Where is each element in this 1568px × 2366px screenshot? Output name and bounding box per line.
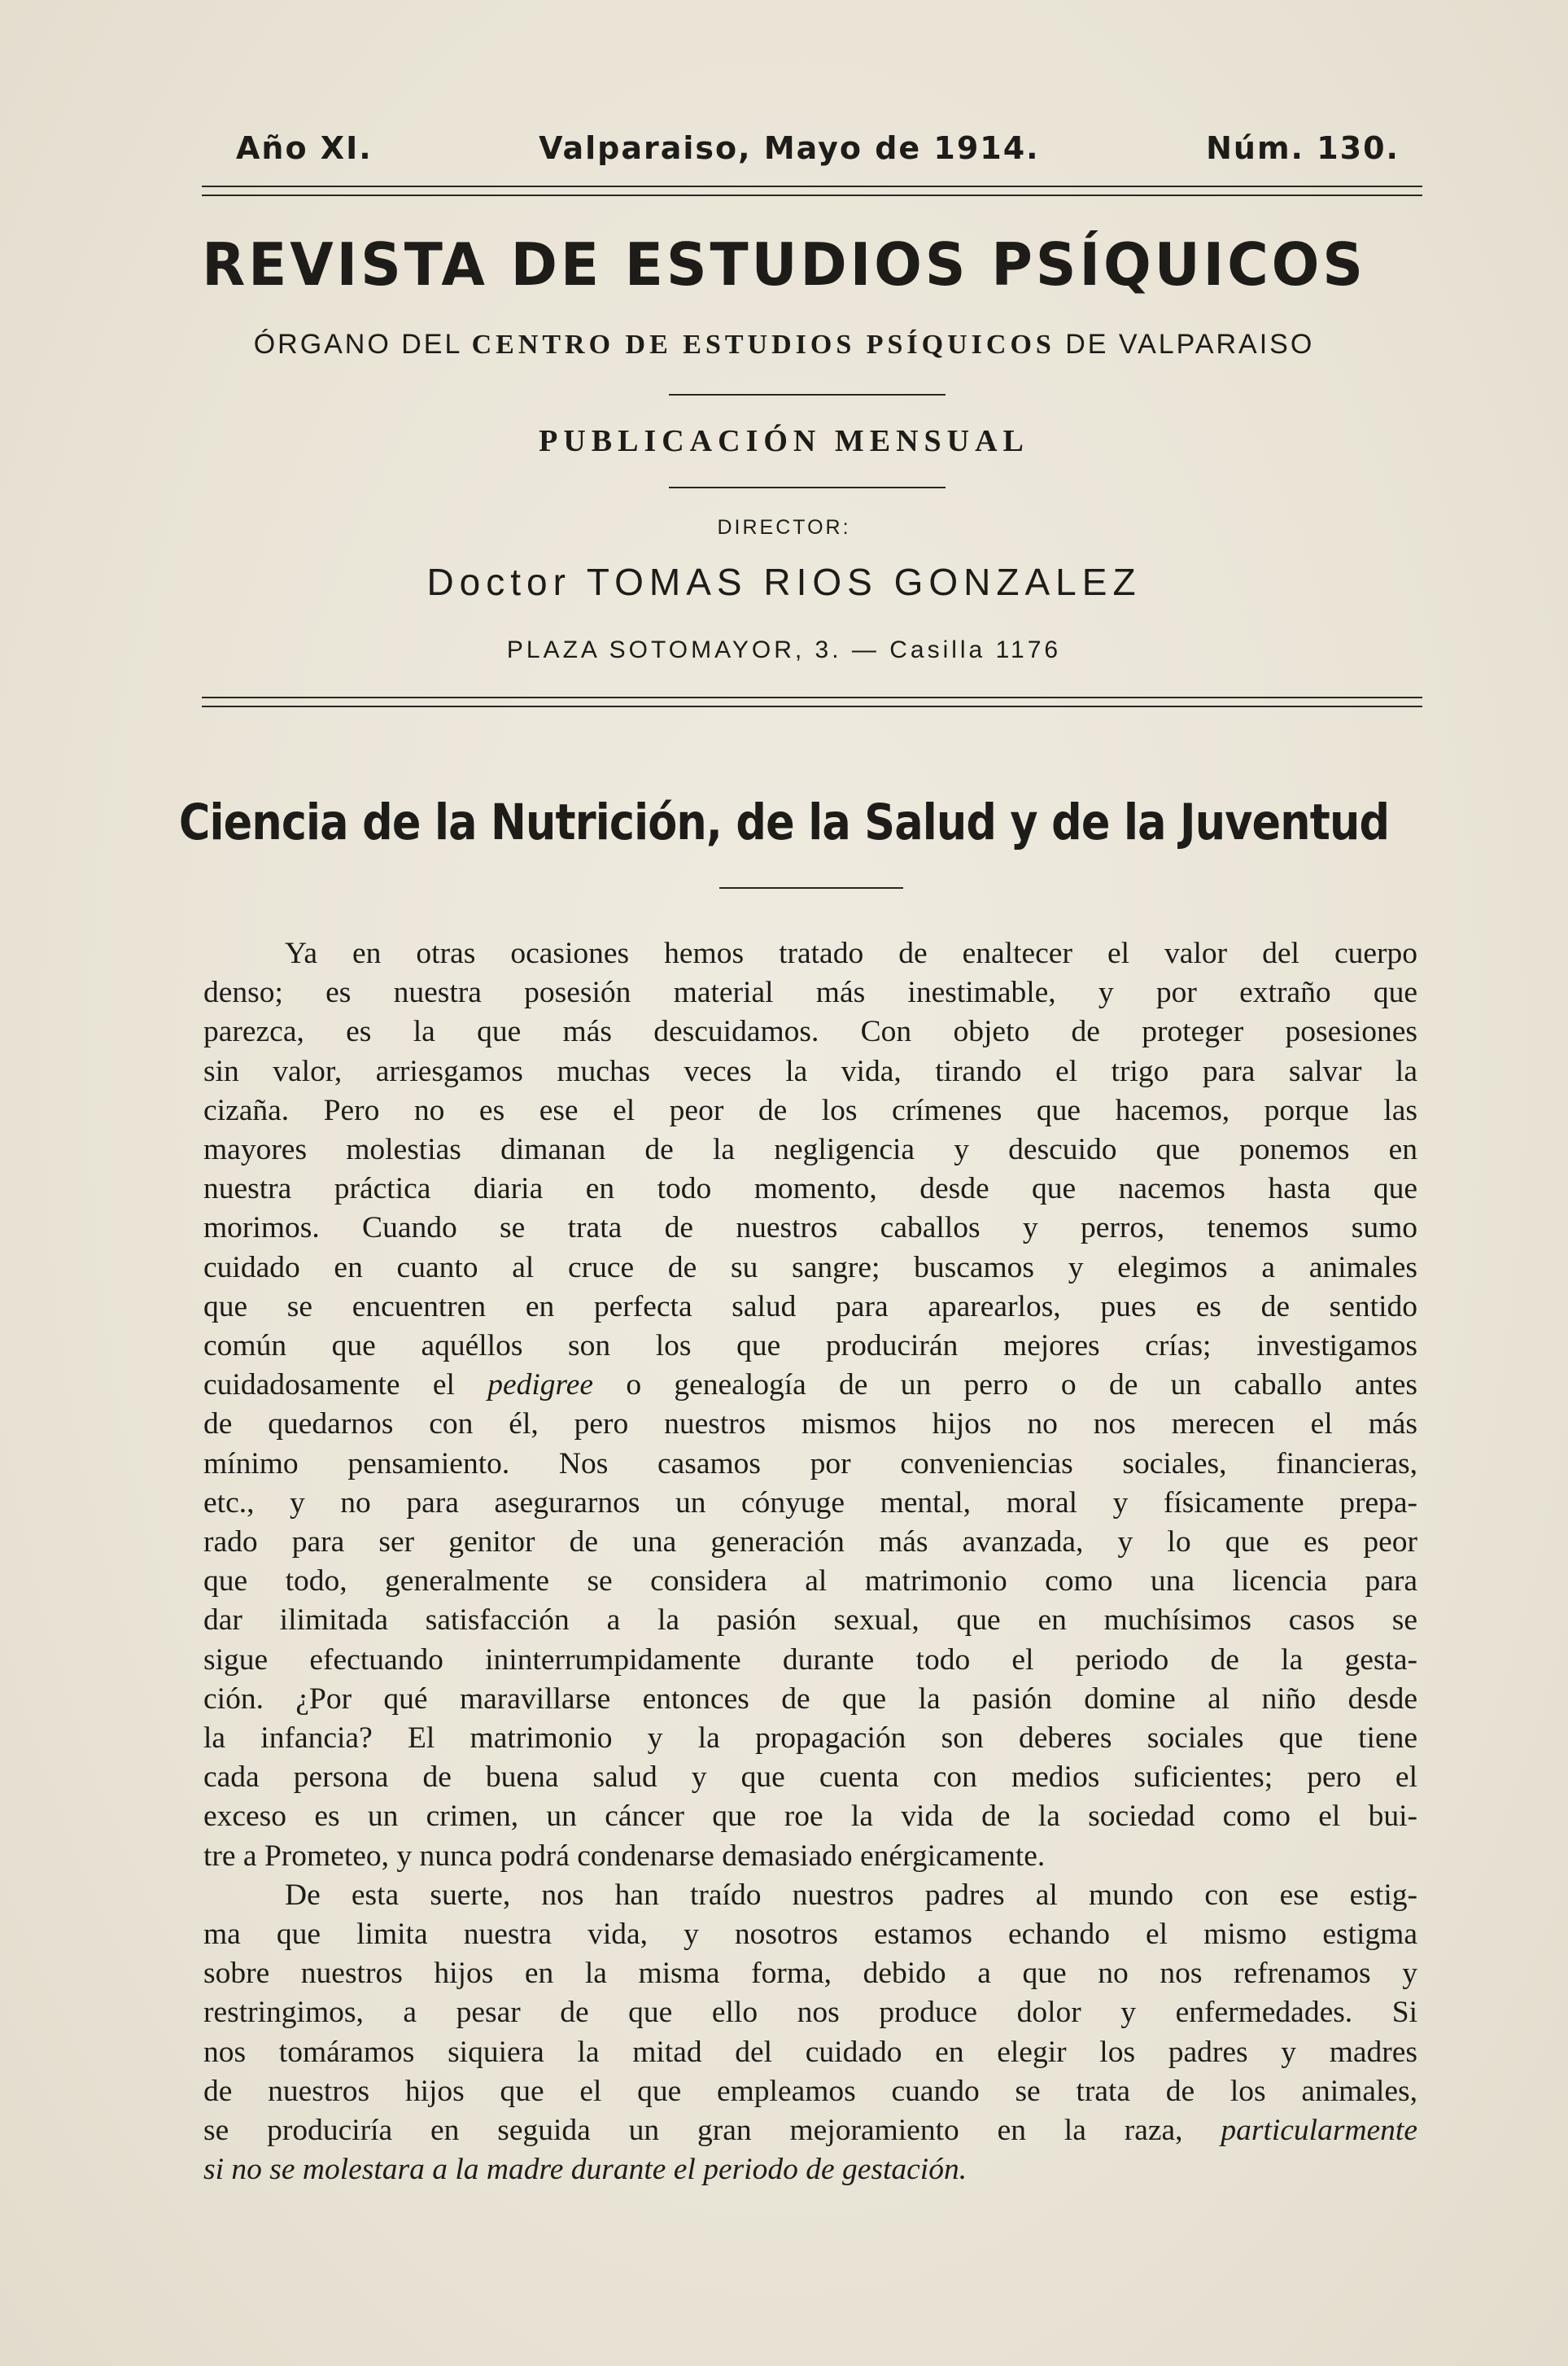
text-line: restringimos, a pesar de que ello nos produce dolor y enfermedades. Si bbox=[203, 1996, 1417, 2030]
text-line: etc., y no para asegurarnos un cónyuge mental, moral y físicamente prepa- bbox=[203, 1485, 1417, 1520]
paragraph-2 bbox=[203, 1876, 1417, 2190]
italic-phrase: particularmente bbox=[1221, 2114, 1417, 2148]
text-line: ma que limita nuestra vida, y nosotros estamos echando el mismo estigma bbox=[203, 1918, 1417, 1952]
organ-name: CENTRO DE ESTUDIOS PSÍQUICOS bbox=[471, 330, 1055, 360]
organ-prefix: ÓRGANO DEL bbox=[253, 329, 462, 360]
director-name: Doctor TOMAS RIOS GONZALEZ bbox=[426, 561, 1142, 603]
divider-rule bbox=[669, 394, 946, 396]
article-title: Ciencia de la Nutrición, de la Salud y de la Juventud bbox=[178, 794, 1390, 851]
issue-number: Núm. 130. bbox=[1206, 130, 1400, 166]
italic-term: pedigree bbox=[487, 1368, 594, 1402]
text-segment: cuidadosamente el bbox=[203, 1368, 455, 1402]
text-line: sin valor, arriesgamos muchas veces la vida, tirando el trigo para salvar la bbox=[203, 1054, 1417, 1088]
article-body bbox=[203, 934, 1417, 2190]
text-line: exceso es un crimen, un cáncer que roe la vida de la sociedad como el bui- bbox=[203, 1800, 1417, 1834]
journal-title: REVISTA DE ESTUDIOS PSÍQUICOS bbox=[202, 230, 1366, 299]
text-line: que todo, generalmente se considera al matrimonio como una licencia para bbox=[203, 1564, 1417, 1598]
text-line: si no se molestara a la madre durante el periodo de gestación. bbox=[203, 2153, 967, 2187]
organ-suffix: DE VALPARAISO bbox=[1065, 329, 1315, 360]
header-rule-bottom bbox=[202, 697, 1422, 707]
text-line: la infancia? El matrimonio y la propagación son deberes sociales que tiene bbox=[203, 1721, 1417, 1756]
text-line: cada persona de buena salud y que cuenta con medios suficientes; pero el bbox=[203, 1760, 1417, 1795]
text-line: tre a Prometeo, y nunca podrá condenarse demasiado enérgicamente. bbox=[203, 1839, 1046, 1873]
issue-info-row bbox=[236, 130, 1400, 166]
text-line: nos tomáramos siquiera la mitad del cuidado en elegir los padres y madres bbox=[203, 2035, 1417, 2069]
title-underline bbox=[719, 887, 903, 889]
text-line: sigue efectuando ininterrumpidamente durante todo el periodo de la gesta- bbox=[203, 1642, 1417, 1677]
publication-frequency: PUBLICACIÓN MENSUAL bbox=[539, 424, 1029, 458]
text-line: de nuestros hijos que el que empleamos cuando se trata de los animales, bbox=[203, 2074, 1417, 2108]
text-line: común que aquéllos son los que producirán mejores crías; investigamos bbox=[203, 1329, 1417, 1363]
text-line: parezca, es la que más descuidamos. Con objeto de proteger posesiones bbox=[203, 1015, 1417, 1049]
text-line bbox=[203, 1366, 1417, 1405]
director-label: DIRECTOR: bbox=[717, 516, 851, 539]
text-line: mayores molestias dimanan de la negligencia y descuido que ponemos en bbox=[203, 1133, 1417, 1167]
text-line: nuestra práctica diaria en todo momento, desde que nacemos hasta que bbox=[203, 1172, 1417, 1206]
issue-place-date: Valparaiso, Mayo de 1914. bbox=[539, 130, 1040, 166]
text-line: Ya en otras ocasiones hemos tratado de enaltecer el valor del cuerpo bbox=[285, 937, 1417, 970]
journal-address: PLAZA SOTOMAYOR, 3. — Casilla 1176 bbox=[506, 636, 1062, 663]
text-line: denso; es nuestra posesión material más inestimable, y por extraño que bbox=[203, 976, 1417, 1010]
text-line: de quedarnos con él, pero nuestros mismos hijos no nos merecen el más bbox=[203, 1407, 1417, 1441]
text-line bbox=[203, 2111, 1417, 2150]
text-line: que se encuentren en perfecta salud para aparearlos, pues es de sentido bbox=[203, 1289, 1417, 1323]
text-line: cizaña. Pero no es ese el peor de los crímenes que hacemos, porque las bbox=[203, 1093, 1417, 1127]
issue-year: Año XI. bbox=[236, 130, 373, 166]
text-line: morimos. Cuando se trata de nuestros caballos y perros, tenemos sumo bbox=[203, 1211, 1417, 1245]
journal-organ bbox=[0, 329, 1568, 361]
text-line: De esta suerte, nos han traído nuestros padres al mundo con ese estig- bbox=[285, 1878, 1417, 1912]
paragraph-1 bbox=[203, 934, 1417, 1876]
divider-rule bbox=[669, 487, 946, 488]
text-line: ción. ¿Por qué maravillarse entonces de que la pasión domine al niño desde bbox=[203, 1682, 1417, 1716]
text-segment: se produciría en seguida un gran mejoramiento en la raza, bbox=[203, 2114, 1183, 2148]
text-line: mínimo pensamiento. Nos casamos por conveniencias sociales, financieras, bbox=[203, 1446, 1417, 1480]
text-segment: o genealogía de un perro o de un caballo antes bbox=[626, 1368, 1417, 1402]
text-line: cuidado en cuanto al cruce de su sangre; buscamos y elegimos a animales bbox=[203, 1250, 1417, 1284]
text-line: sobre nuestros hijos en la misma forma, debido a que no nos refrenamos y bbox=[203, 1957, 1417, 1991]
header-rule-top bbox=[202, 186, 1422, 196]
text-line: rado para ser genitor de una generación más avanzada, y lo que es peor bbox=[203, 1525, 1417, 1559]
text-line: dar ilimitada satisfacción a la pasión sexual, que en muchísimos casos se bbox=[203, 1603, 1417, 1638]
